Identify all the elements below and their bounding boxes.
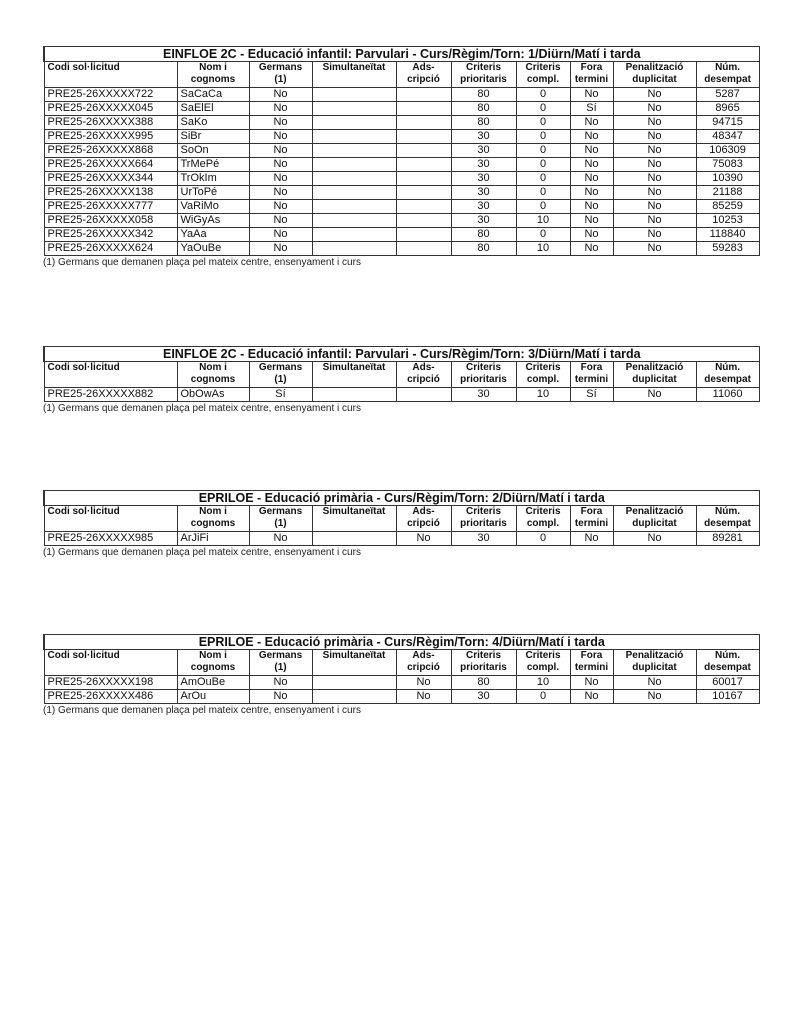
column-header-num-desempat: Núm. desempat: [696, 506, 759, 532]
column-header-criteris-compl: Criteris compl.: [516, 62, 570, 88]
cell-penalitzacio: No: [613, 200, 696, 214]
cell-criteris-compl: 10: [516, 242, 570, 256]
cell-fora-termini: No: [570, 532, 613, 546]
cell-simultaneitat: [312, 676, 396, 690]
cell-nom: VaRiMo: [177, 200, 249, 214]
cell-germans: No: [249, 172, 312, 186]
table-block-2: [43, 346, 758, 414]
cell-num-desempat: 10167: [696, 690, 759, 704]
cell-criteris-compl: 0: [516, 130, 570, 144]
cell-criteris-compl: 0: [516, 690, 570, 704]
column-header-criteris-prioritaris: Criteris prioritaris: [451, 362, 516, 388]
column-header-fora-termini: Fora termini: [570, 650, 613, 676]
table-title: EINFLOE 2C - Educació infantil: Parvulari - Curs/Règim/Torn: 3/Diürn/Matí i tarda: [44, 347, 759, 362]
cell-num-desempat: 75083: [696, 158, 759, 172]
cell-germans: No: [249, 242, 312, 256]
cell-penalitzacio: No: [613, 242, 696, 256]
cell-adscripcio: No: [396, 532, 451, 546]
cell-criteris-compl: 0: [516, 532, 570, 546]
column-header-fora-termini: Fora termini: [570, 506, 613, 532]
cell-adscripcio: [396, 228, 451, 242]
cell-num-desempat: 10253: [696, 214, 759, 228]
cell-nom: YaAa: [177, 228, 249, 242]
cell-codi: PRE25-26XXXXX058: [44, 214, 177, 228]
column-header-adscripcio: Ads- cripció: [396, 650, 451, 676]
column-header-nom: Nom i cognoms: [177, 362, 249, 388]
table-row: [44, 130, 759, 144]
table-block-4: [43, 634, 758, 716]
cell-nom: UrToPé: [177, 186, 249, 200]
cell-nom: SaKo: [177, 116, 249, 130]
cell-criteris-prioritaris: 80: [451, 88, 516, 102]
cell-criteris-prioritaris: 80: [451, 116, 516, 130]
cell-criteris-prioritaris: 30: [451, 388, 516, 402]
column-header-codi: Codi sol·licitud: [44, 362, 177, 388]
column-header-criteris-compl: Criteris compl.: [516, 650, 570, 676]
column-header-penalitzacio: Penalització duplicitat: [613, 650, 696, 676]
cell-germans: No: [249, 116, 312, 130]
cell-num-desempat: 60017: [696, 676, 759, 690]
admissions-table: [43, 46, 760, 256]
cell-penalitzacio: No: [613, 88, 696, 102]
cell-nom: TrMePé: [177, 158, 249, 172]
column-header-criteris-compl: Criteris compl.: [516, 506, 570, 532]
column-header-codi: Codi sol·licitud: [44, 650, 177, 676]
cell-simultaneitat: [312, 144, 396, 158]
cell-simultaneitat: [312, 242, 396, 256]
cell-adscripcio: [396, 102, 451, 116]
cell-adscripcio: [396, 200, 451, 214]
table-row: [44, 388, 759, 402]
admissions-table: [43, 490, 760, 546]
cell-fora-termini: Sí: [570, 102, 613, 116]
cell-simultaneitat: [312, 158, 396, 172]
column-header-penalitzacio: Penalització duplicitat: [613, 506, 696, 532]
cell-criteris-prioritaris: 30: [451, 186, 516, 200]
cell-penalitzacio: No: [613, 214, 696, 228]
cell-simultaneitat: [312, 388, 396, 402]
column-header-num-desempat: Núm. desempat: [696, 650, 759, 676]
cell-germans: No: [249, 130, 312, 144]
column-header-criteris-compl: Criteris compl.: [516, 362, 570, 388]
cell-simultaneitat: [312, 186, 396, 200]
cell-criteris-prioritaris: 80: [451, 242, 516, 256]
cell-adscripcio: [396, 116, 451, 130]
column-header-penalitzacio: Penalització duplicitat: [613, 62, 696, 88]
cell-criteris-prioritaris: 30: [451, 214, 516, 228]
footnote: (1) Germans que demanen plaça pel mateix centre, ensenyament i curs: [43, 403, 361, 414]
cell-germans: No: [249, 102, 312, 116]
cell-criteris-compl: 0: [516, 102, 570, 116]
cell-nom: ObOwAs: [177, 388, 249, 402]
cell-fora-termini: No: [570, 186, 613, 200]
table-row: [44, 88, 759, 102]
column-header-simultaneitat: Simultaneïtat: [312, 506, 396, 532]
table-title: EPRILOE - Educació primària - Curs/Règim/Torn: 4/Diürn/Matí i tarda: [44, 635, 759, 650]
cell-fora-termini: Sí: [570, 388, 613, 402]
cell-adscripcio: No: [396, 690, 451, 704]
cell-criteris-prioritaris: 30: [451, 158, 516, 172]
footnote: (1) Germans que demanen plaça pel mateix centre, ensenyament i curs: [43, 547, 361, 558]
cell-codi: PRE25-26XXXXX777: [44, 200, 177, 214]
cell-num-desempat: 10390: [696, 172, 759, 186]
cell-nom: ArJiFi: [177, 532, 249, 546]
cell-nom: TrOkIm: [177, 172, 249, 186]
column-header-criteris-prioritaris: Criteris prioritaris: [451, 650, 516, 676]
table-row: [44, 242, 759, 256]
column-header-criteris-prioritaris: Criteris prioritaris: [451, 62, 516, 88]
cell-fora-termini: No: [570, 130, 613, 144]
cell-codi: PRE25-26XXXXX985: [44, 532, 177, 546]
cell-criteris-prioritaris: 80: [451, 228, 516, 242]
cell-simultaneitat: [312, 690, 396, 704]
cell-adscripcio: [396, 88, 451, 102]
column-header-germans: Germans (1): [249, 362, 312, 388]
cell-criteris-compl: 0: [516, 158, 570, 172]
table-row: [44, 676, 759, 690]
column-header-criteris-prioritaris: Criteris prioritaris: [451, 506, 516, 532]
table-row: [44, 532, 759, 546]
cell-penalitzacio: No: [613, 186, 696, 200]
cell-codi: PRE25-26XXXXX995: [44, 130, 177, 144]
column-header-adscripcio: Ads- cripció: [396, 362, 451, 388]
cell-fora-termini: No: [570, 242, 613, 256]
cell-codi: PRE25-26XXXXX045: [44, 102, 177, 116]
cell-criteris-prioritaris: 80: [451, 102, 516, 116]
cell-num-desempat: 118840: [696, 228, 759, 242]
table-block-3: [43, 490, 758, 558]
cell-germans: No: [249, 158, 312, 172]
cell-fora-termini: No: [570, 690, 613, 704]
table-row: [44, 186, 759, 200]
cell-criteris-compl: 10: [516, 676, 570, 690]
cell-codi: PRE25-26XXXXX882: [44, 388, 177, 402]
table-row: [44, 690, 759, 704]
table-row: [44, 116, 759, 130]
cell-criteris-compl: 0: [516, 228, 570, 242]
cell-germans: No: [249, 88, 312, 102]
cell-criteris-compl: 0: [516, 116, 570, 130]
cell-criteris-compl: 10: [516, 388, 570, 402]
column-header-adscripcio: Ads- cripció: [396, 62, 451, 88]
cell-criteris-prioritaris: 80: [451, 676, 516, 690]
cell-germans: No: [249, 186, 312, 200]
column-header-germans: Germans (1): [249, 62, 312, 88]
cell-adscripcio: No: [396, 676, 451, 690]
column-header-codi: Codi sol·licitud: [44, 62, 177, 88]
cell-num-desempat: 106309: [696, 144, 759, 158]
cell-germans: No: [249, 144, 312, 158]
cell-adscripcio: [396, 130, 451, 144]
cell-penalitzacio: No: [613, 144, 696, 158]
table-title: EINFLOE 2C - Educació infantil: Parvulari - Curs/Règim/Torn: 1/Diürn/Matí i tarda: [44, 47, 759, 62]
cell-germans: No: [249, 532, 312, 546]
cell-nom: SaCaCa: [177, 88, 249, 102]
cell-fora-termini: No: [570, 676, 613, 690]
cell-penalitzacio: No: [613, 388, 696, 402]
cell-criteris-compl: 10: [516, 214, 570, 228]
table-title: EPRILOE - Educació primària - Curs/Règim/Torn: 2/Diürn/Matí i tarda: [44, 491, 759, 506]
cell-penalitzacio: No: [613, 676, 696, 690]
table-row: [44, 144, 759, 158]
cell-criteris-prioritaris: 30: [451, 690, 516, 704]
cell-codi: PRE25-26XXXXX722: [44, 88, 177, 102]
column-header-fora-termini: Fora termini: [570, 62, 613, 88]
cell-penalitzacio: No: [613, 172, 696, 186]
cell-fora-termini: No: [570, 200, 613, 214]
cell-penalitzacio: No: [613, 532, 696, 546]
cell-criteris-prioritaris: 30: [451, 130, 516, 144]
column-header-simultaneitat: Simultaneïtat: [312, 62, 396, 88]
cell-simultaneitat: [312, 130, 396, 144]
cell-nom: ArOu: [177, 690, 249, 704]
cell-penalitzacio: No: [613, 102, 696, 116]
cell-num-desempat: 21188: [696, 186, 759, 200]
table-row: [44, 228, 759, 242]
column-header-penalitzacio: Penalització duplicitat: [613, 362, 696, 388]
cell-criteris-prioritaris: 30: [451, 200, 516, 214]
cell-adscripcio: [396, 242, 451, 256]
column-header-germans: Germans (1): [249, 506, 312, 532]
cell-num-desempat: 11060: [696, 388, 759, 402]
cell-criteris-compl: 0: [516, 88, 570, 102]
column-header-fora-termini: Fora termini: [570, 362, 613, 388]
cell-nom: SoOn: [177, 144, 249, 158]
cell-num-desempat: 85259: [696, 200, 759, 214]
column-header-num-desempat: Núm. desempat: [696, 62, 759, 88]
cell-criteris-compl: 0: [516, 186, 570, 200]
cell-penalitzacio: No: [613, 690, 696, 704]
cell-codi: PRE25-26XXXXX624: [44, 242, 177, 256]
table-row: [44, 200, 759, 214]
cell-penalitzacio: No: [613, 158, 696, 172]
cell-simultaneitat: [312, 532, 396, 546]
admissions-table: [43, 346, 760, 402]
table-row: [44, 214, 759, 228]
footnote: (1) Germans que demanen plaça pel mateix centre, ensenyament i curs: [43, 705, 361, 716]
column-header-adscripcio: Ads- cripció: [396, 506, 451, 532]
cell-codi: PRE25-26XXXXX198: [44, 676, 177, 690]
table-row: [44, 102, 759, 116]
cell-simultaneitat: [312, 88, 396, 102]
cell-criteris-compl: 0: [516, 144, 570, 158]
cell-adscripcio: [396, 388, 451, 402]
column-header-num-desempat: Núm. desempat: [696, 362, 759, 388]
cell-num-desempat: 48347: [696, 130, 759, 144]
cell-fora-termini: No: [570, 88, 613, 102]
cell-fora-termini: No: [570, 116, 613, 130]
cell-num-desempat: 94715: [696, 116, 759, 130]
cell-num-desempat: 5287: [696, 88, 759, 102]
cell-nom: AmOuBe: [177, 676, 249, 690]
cell-nom: WiGyAs: [177, 214, 249, 228]
column-header-nom: Nom i cognoms: [177, 650, 249, 676]
cell-criteris-prioritaris: 30: [451, 144, 516, 158]
cell-penalitzacio: No: [613, 116, 696, 130]
cell-germans: Sí: [249, 388, 312, 402]
admissions-table: [43, 634, 760, 704]
cell-criteris-compl: 0: [516, 200, 570, 214]
cell-germans: No: [249, 214, 312, 228]
cell-num-desempat: 59283: [696, 242, 759, 256]
cell-num-desempat: 8965: [696, 102, 759, 116]
column-header-codi: Codi sol·licitud: [44, 506, 177, 532]
cell-simultaneitat: [312, 214, 396, 228]
cell-fora-termini: No: [570, 228, 613, 242]
cell-fora-termini: No: [570, 172, 613, 186]
table-block-1: [43, 46, 758, 268]
cell-penalitzacio: No: [613, 228, 696, 242]
cell-nom: SaElEl: [177, 102, 249, 116]
column-header-germans: Germans (1): [249, 650, 312, 676]
cell-codi: PRE25-26XXXXX344: [44, 172, 177, 186]
cell-fora-termini: No: [570, 158, 613, 172]
cell-adscripcio: [396, 158, 451, 172]
cell-adscripcio: [396, 214, 451, 228]
cell-criteris-prioritaris: 30: [451, 172, 516, 186]
cell-codi: PRE25-26XXXXX388: [44, 116, 177, 130]
cell-penalitzacio: No: [613, 130, 696, 144]
cell-codi: PRE25-26XXXXX664: [44, 158, 177, 172]
cell-adscripcio: [396, 172, 451, 186]
cell-nom: SiBr: [177, 130, 249, 144]
cell-fora-termini: No: [570, 144, 613, 158]
cell-criteris-compl: 0: [516, 172, 570, 186]
cell-codi: PRE25-26XXXXX486: [44, 690, 177, 704]
cell-codi: PRE25-26XXXXX138: [44, 186, 177, 200]
cell-germans: No: [249, 228, 312, 242]
cell-germans: No: [249, 200, 312, 214]
cell-germans: No: [249, 690, 312, 704]
column-header-nom: Nom i cognoms: [177, 62, 249, 88]
cell-adscripcio: [396, 144, 451, 158]
cell-simultaneitat: [312, 102, 396, 116]
column-header-nom: Nom i cognoms: [177, 506, 249, 532]
cell-simultaneitat: [312, 172, 396, 186]
cell-germans: No: [249, 676, 312, 690]
cell-nom: YaOuBe: [177, 242, 249, 256]
column-header-simultaneitat: Simultaneïtat: [312, 362, 396, 388]
table-row: [44, 158, 759, 172]
cell-fora-termini: No: [570, 214, 613, 228]
column-header-simultaneitat: Simultaneïtat: [312, 650, 396, 676]
cell-criteris-prioritaris: 30: [451, 532, 516, 546]
cell-simultaneitat: [312, 200, 396, 214]
cell-num-desempat: 89281: [696, 532, 759, 546]
table-row: [44, 172, 759, 186]
cell-codi: PRE25-26XXXXX342: [44, 228, 177, 242]
cell-codi: PRE25-26XXXXX868: [44, 144, 177, 158]
cell-simultaneitat: [312, 116, 396, 130]
footnote: (1) Germans que demanen plaça pel mateix centre, ensenyament i curs: [43, 257, 361, 268]
cell-simultaneitat: [312, 228, 396, 242]
cell-adscripcio: [396, 186, 451, 200]
